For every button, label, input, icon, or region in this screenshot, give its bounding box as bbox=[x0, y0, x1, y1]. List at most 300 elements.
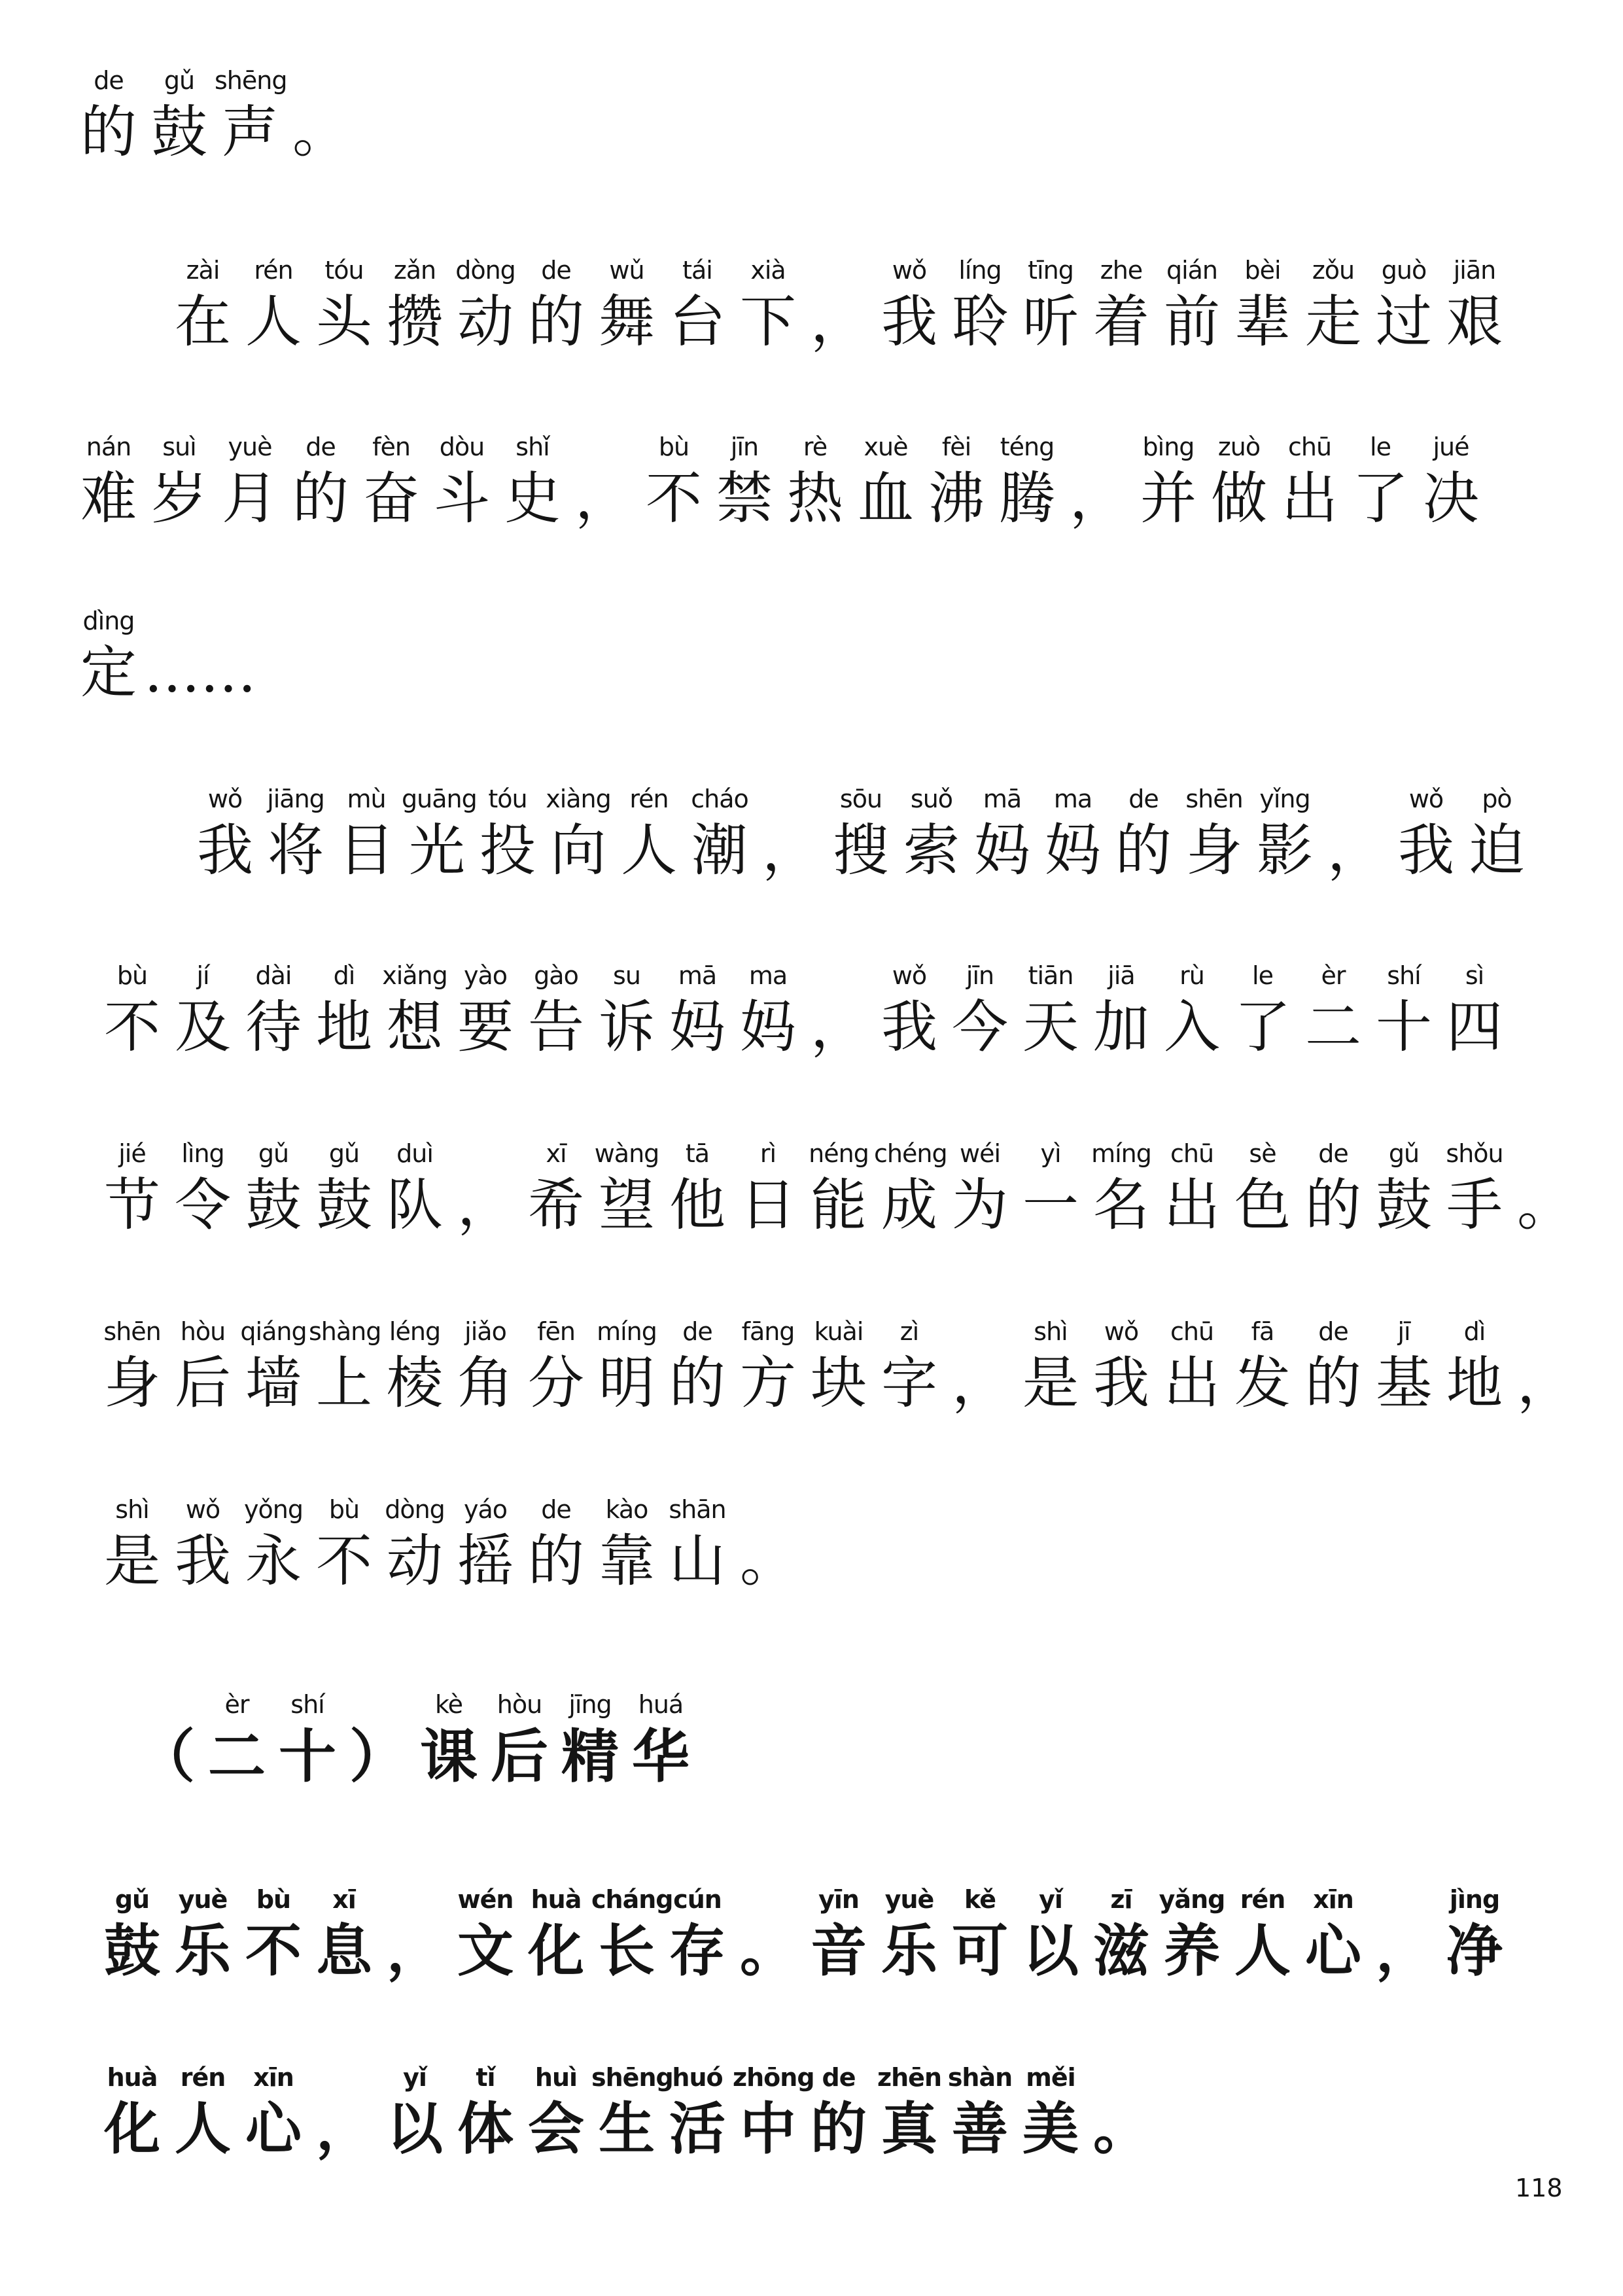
char-cell bbox=[945, 2060, 1015, 2163]
hanzi: 着 bbox=[1093, 289, 1149, 355]
text-line bbox=[97, 1314, 1580, 1417]
pinyin bbox=[131, 1687, 201, 1722]
hanzi: 身 bbox=[104, 1351, 160, 1416]
char-cell bbox=[450, 1314, 521, 1417]
char-cell bbox=[1015, 1882, 1086, 1985]
hanzi: 要 bbox=[457, 995, 514, 1060]
hanzi: 出 bbox=[1164, 1173, 1220, 1238]
char-cell bbox=[1038, 781, 1108, 885]
char-cell bbox=[1227, 1136, 1298, 1239]
text-line bbox=[73, 63, 356, 166]
hanzi: 妈 bbox=[669, 995, 725, 1060]
char-cell bbox=[97, 1314, 167, 1417]
hanzi: 我 bbox=[197, 818, 253, 883]
char-cell bbox=[238, 958, 309, 1061]
pinyin: rén bbox=[254, 256, 293, 285]
char-cell bbox=[874, 2060, 945, 2163]
pinyin: tóu bbox=[324, 256, 364, 285]
pinyin: zhēn bbox=[877, 2063, 941, 2092]
pinyin bbox=[285, 63, 356, 98]
hanzi: 的 bbox=[811, 2096, 867, 2162]
pinyin: yǒng bbox=[244, 1495, 303, 1524]
char-cell bbox=[144, 603, 256, 707]
pinyin: tiān bbox=[1028, 961, 1073, 990]
pinyin: wǒ bbox=[207, 785, 243, 813]
pinyin: huì bbox=[534, 2063, 578, 2092]
char-cell bbox=[945, 253, 1015, 356]
pinyin: duì bbox=[396, 1139, 433, 1168]
pinyin: yáo bbox=[463, 1495, 508, 1524]
hanzi: 难 bbox=[80, 466, 137, 531]
char-cell bbox=[238, 1314, 309, 1417]
char-cell bbox=[97, 1882, 167, 1985]
hanzi: 想 bbox=[387, 995, 443, 1060]
char-cell bbox=[1015, 253, 1086, 356]
hanzi: ， bbox=[457, 1173, 514, 1238]
char-cell bbox=[1274, 429, 1345, 533]
pinyin: fēn bbox=[537, 1317, 575, 1346]
hanzi: 摇 bbox=[457, 1528, 514, 1594]
char-cell bbox=[73, 429, 144, 533]
hanzi: 告 bbox=[528, 995, 584, 1060]
char-cell bbox=[733, 2060, 814, 2163]
char-cell bbox=[945, 958, 1015, 1061]
char-cell bbox=[733, 1492, 803, 1595]
pinyin: jīng bbox=[568, 1690, 612, 1719]
hanzi: 的 bbox=[292, 466, 349, 531]
pinyin bbox=[755, 781, 826, 817]
hanzi: 的 bbox=[80, 99, 137, 165]
hanzi: ， bbox=[1327, 818, 1384, 883]
char-cell bbox=[450, 1136, 521, 1239]
char-cell bbox=[309, 253, 379, 356]
char-cell bbox=[1298, 1136, 1369, 1239]
char-cell bbox=[591, 253, 662, 356]
hanzi: 他 bbox=[669, 1173, 725, 1238]
hanzi: 不 bbox=[104, 995, 160, 1060]
char-cell bbox=[921, 429, 992, 533]
hanzi: 是 bbox=[1022, 1351, 1079, 1416]
hanzi: 入 bbox=[1164, 995, 1220, 1060]
hanzi: 攒 bbox=[387, 289, 443, 355]
pinyin: wén bbox=[457, 1885, 514, 1914]
hanzi: 的 bbox=[528, 1528, 584, 1594]
char-cell bbox=[1157, 1314, 1227, 1417]
hanzi: …… bbox=[144, 640, 256, 705]
hanzi: 鼓 bbox=[151, 99, 207, 165]
pinyin: gǔ bbox=[258, 1139, 289, 1168]
char-cell bbox=[497, 429, 568, 533]
hanzi: 搜 bbox=[833, 818, 889, 883]
char-cell bbox=[803, 958, 874, 1061]
hanzi: 向 bbox=[550, 818, 606, 883]
pinyin: xīn bbox=[1313, 1885, 1353, 1914]
char-cell bbox=[450, 1882, 521, 1985]
hanzi: 。 bbox=[740, 1528, 796, 1594]
hanzi: 心 bbox=[245, 2096, 302, 2162]
char-cell bbox=[331, 781, 402, 885]
char-cell bbox=[1179, 781, 1249, 885]
char-cell bbox=[521, 1882, 591, 1985]
hanzi: 的 bbox=[1305, 1173, 1361, 1238]
pinyin: tái bbox=[682, 256, 712, 285]
hanzi: 乐 bbox=[881, 1918, 937, 1984]
pinyin: de bbox=[822, 2063, 856, 2092]
char-cell bbox=[1086, 958, 1157, 1061]
char-cell bbox=[379, 1314, 450, 1417]
hanzi: 诉 bbox=[599, 995, 655, 1060]
pinyin: jué bbox=[1433, 433, 1469, 461]
char-cell bbox=[73, 63, 144, 166]
char-cell bbox=[1015, 1136, 1086, 1239]
text-line bbox=[190, 781, 1532, 885]
text-line bbox=[97, 1492, 803, 1595]
char-cell bbox=[484, 1687, 555, 1790]
hanzi: 影 bbox=[1257, 818, 1313, 883]
hanzi: 动 bbox=[387, 1528, 443, 1594]
pinyin: zǒu bbox=[1312, 256, 1355, 285]
char-cell bbox=[803, 1882, 874, 1985]
char-cell bbox=[1439, 1136, 1510, 1239]
char-cell bbox=[309, 958, 379, 1061]
hanzi: 出 bbox=[1282, 466, 1338, 531]
hanzi: 棱 bbox=[387, 1351, 443, 1416]
char-cell bbox=[733, 253, 803, 356]
hanzi: 心 bbox=[1305, 1918, 1361, 1984]
char-cell bbox=[285, 429, 356, 533]
hanzi: 发 bbox=[1234, 1351, 1291, 1416]
char-cell bbox=[543, 781, 614, 885]
hanzi: 化 bbox=[528, 1918, 584, 1984]
hanzi: 艰 bbox=[1446, 289, 1503, 355]
char-cell bbox=[309, 2060, 379, 2163]
char-cell bbox=[992, 429, 1062, 533]
hanzi: 斗 bbox=[434, 466, 490, 531]
hanzi: 四 bbox=[1446, 995, 1503, 1060]
hanzi: 鼓 bbox=[1376, 1173, 1432, 1238]
pinyin: rì bbox=[759, 1139, 777, 1168]
hanzi: 将 bbox=[268, 818, 324, 883]
hanzi: 了 bbox=[1234, 995, 1291, 1060]
char-cell bbox=[1157, 1136, 1227, 1239]
pinyin: le bbox=[1252, 961, 1273, 990]
pinyin: shēng bbox=[215, 66, 287, 95]
hanzi: 长 bbox=[599, 1918, 655, 1984]
char-cell bbox=[167, 1136, 238, 1239]
hanzi: 山 bbox=[669, 1528, 725, 1594]
char-cell bbox=[755, 781, 826, 885]
char-cell bbox=[826, 781, 896, 885]
pinyin: wǒ bbox=[185, 1495, 220, 1524]
pinyin: shàng bbox=[309, 1317, 381, 1346]
hanzi: 头 bbox=[316, 289, 372, 355]
pinyin bbox=[1510, 1314, 1580, 1349]
char-cell bbox=[521, 1136, 591, 1239]
pinyin bbox=[1510, 1136, 1580, 1171]
pinyin: míng bbox=[597, 1317, 657, 1346]
hanzi: 过 bbox=[1376, 289, 1432, 355]
pinyin: kè bbox=[434, 1690, 463, 1719]
char-cell bbox=[591, 1314, 662, 1417]
hanzi: 地 bbox=[1446, 1351, 1503, 1416]
char-cell bbox=[167, 1492, 238, 1595]
hanzi: 决 bbox=[1423, 466, 1479, 531]
hanzi: 。 bbox=[1517, 1173, 1573, 1238]
pinyin: cháng bbox=[591, 1885, 673, 1914]
char-cell bbox=[945, 1882, 1015, 1985]
pinyin: shǒu bbox=[1446, 1139, 1503, 1168]
hanzi: 腾 bbox=[999, 466, 1055, 531]
hanzi: 的 bbox=[1115, 818, 1172, 883]
hanzi: 人 bbox=[245, 289, 302, 355]
pinyin: kào bbox=[605, 1495, 648, 1524]
hanzi: 成 bbox=[881, 1173, 937, 1238]
char-cell bbox=[450, 2060, 521, 2163]
pinyin: dòu bbox=[439, 433, 485, 461]
hanzi: 一 bbox=[1022, 1173, 1079, 1238]
char-cell bbox=[591, 1136, 662, 1239]
pinyin bbox=[309, 2060, 379, 2095]
char-cell bbox=[1369, 1314, 1439, 1417]
char-cell bbox=[1369, 1882, 1439, 1985]
char-cell bbox=[1227, 253, 1298, 356]
char-cell bbox=[625, 1687, 696, 1790]
char-cell bbox=[450, 253, 521, 356]
pinyin: jī bbox=[1397, 1317, 1410, 1346]
char-cell bbox=[1320, 781, 1391, 885]
char-cell bbox=[1015, 1314, 1086, 1417]
pinyin: ma bbox=[748, 961, 788, 990]
pinyin: yīn bbox=[818, 1885, 859, 1914]
hanzi: ） bbox=[349, 1722, 407, 1790]
char-cell bbox=[896, 781, 967, 885]
hanzi: ， bbox=[575, 466, 631, 531]
char-cell bbox=[780, 429, 850, 533]
hanzi: 下 bbox=[740, 289, 796, 355]
char-cell bbox=[733, 958, 803, 1061]
char-cell bbox=[167, 253, 238, 356]
hanzi: 令 bbox=[175, 1173, 231, 1238]
hanzi: 角 bbox=[457, 1351, 514, 1416]
hanzi: 奋 bbox=[363, 466, 419, 531]
char-cell bbox=[521, 1314, 591, 1417]
pinyin: shān bbox=[669, 1495, 726, 1524]
char-cell bbox=[874, 1314, 945, 1417]
pinyin: shēng bbox=[591, 2063, 673, 2092]
char-cell bbox=[662, 1882, 733, 1985]
pinyin: shēn bbox=[103, 1317, 161, 1346]
pinyin: xiàng bbox=[546, 785, 611, 813]
pinyin: wǒ bbox=[1408, 785, 1444, 813]
char-cell bbox=[1086, 2060, 1157, 2163]
pinyin: wǒ bbox=[892, 256, 927, 285]
hanzi: 人 bbox=[175, 2096, 231, 2162]
char-cell bbox=[662, 1314, 733, 1417]
pinyin: qiáng bbox=[240, 1317, 307, 1346]
char-cell bbox=[1369, 958, 1439, 1061]
page-number: 118 bbox=[1515, 2174, 1563, 2202]
pinyin: jiān bbox=[1453, 256, 1496, 285]
pinyin: fèi bbox=[941, 433, 971, 461]
hanzi: 美 bbox=[1022, 2096, 1079, 2162]
char-cell bbox=[1510, 1136, 1580, 1239]
hanzi: 了 bbox=[1352, 466, 1408, 531]
pinyin: kě bbox=[964, 1885, 996, 1914]
hanzi: ， bbox=[387, 1918, 443, 1984]
hanzi: 后 bbox=[175, 1351, 231, 1416]
pinyin: xià bbox=[750, 256, 786, 285]
pinyin: bù bbox=[328, 1495, 360, 1524]
pinyin: shì bbox=[115, 1495, 149, 1524]
hanzi: 可 bbox=[952, 1918, 1008, 1984]
hanzi: 音 bbox=[811, 1918, 867, 1984]
char-cell bbox=[521, 2060, 591, 2163]
pinyin: chū bbox=[1287, 433, 1332, 461]
hanzi: 迫 bbox=[1469, 818, 1525, 883]
char-cell bbox=[238, 253, 309, 356]
char-cell bbox=[803, 2060, 874, 2163]
hanzi: 光 bbox=[409, 818, 465, 883]
pinyin: yuè bbox=[884, 1885, 934, 1914]
text-line bbox=[97, 1882, 1510, 1985]
hanzi: 队 bbox=[387, 1173, 443, 1238]
hanzi: 真 bbox=[881, 2096, 937, 2162]
pinyin: yǐ bbox=[1039, 1885, 1062, 1914]
char-cell bbox=[733, 1882, 803, 1985]
hanzi: 舞 bbox=[599, 289, 655, 355]
pinyin: tā bbox=[685, 1139, 710, 1168]
pinyin: hòu bbox=[497, 1690, 542, 1719]
hanzi: 文 bbox=[457, 1918, 514, 1984]
char-cell bbox=[450, 958, 521, 1061]
char-cell bbox=[662, 1136, 733, 1239]
hanzi: 的 bbox=[528, 289, 584, 355]
section-title bbox=[131, 1687, 696, 1790]
char-cell bbox=[1439, 1314, 1510, 1417]
char-cell bbox=[874, 1136, 945, 1239]
hanzi: 望 bbox=[599, 1173, 655, 1238]
pinyin bbox=[803, 958, 874, 993]
pinyin: yuè bbox=[228, 433, 272, 461]
pinyin: le bbox=[1370, 433, 1391, 461]
hanzi: 月 bbox=[222, 466, 278, 531]
pinyin: shēn bbox=[1185, 785, 1243, 813]
hanzi: （ bbox=[137, 1722, 195, 1790]
pinyin: de bbox=[541, 1495, 571, 1524]
pinyin: bù bbox=[256, 1885, 291, 1914]
char-cell bbox=[309, 1492, 379, 1595]
char-cell bbox=[1391, 781, 1461, 885]
char-cell bbox=[733, 1314, 803, 1417]
char-cell bbox=[662, 253, 733, 356]
hanzi: 妈 bbox=[974, 818, 1030, 883]
pinyin: ma bbox=[1053, 785, 1092, 813]
hanzi: 妈 bbox=[740, 995, 796, 1060]
pinyin: léng bbox=[389, 1317, 441, 1346]
char-cell bbox=[591, 2060, 673, 2163]
char-cell bbox=[1298, 1882, 1369, 1985]
hanzi: 善 bbox=[952, 2096, 1008, 2162]
char-cell bbox=[1227, 1314, 1298, 1417]
pinyin: yuè bbox=[178, 1885, 228, 1914]
pinyin: bìng bbox=[1142, 433, 1195, 461]
hanzi: 滋 bbox=[1093, 1918, 1149, 1984]
hanzi: 。 bbox=[740, 1918, 796, 1984]
hanzi: 人 bbox=[621, 818, 677, 883]
char-cell bbox=[638, 429, 709, 533]
pinyin: suì bbox=[162, 433, 196, 461]
char-cell bbox=[285, 63, 356, 166]
pinyin bbox=[733, 1882, 803, 1917]
hanzi: 后 bbox=[490, 1722, 548, 1790]
hanzi: 分 bbox=[528, 1351, 584, 1416]
pinyin: bù bbox=[658, 433, 689, 461]
pinyin: wàng bbox=[594, 1139, 659, 1168]
pinyin: yì bbox=[1040, 1139, 1061, 1168]
char-cell bbox=[167, 2060, 238, 2163]
char-cell bbox=[190, 781, 260, 885]
pinyin: de bbox=[1318, 1139, 1348, 1168]
pinyin bbox=[803, 253, 874, 288]
pinyin: chū bbox=[1170, 1317, 1214, 1346]
pinyin: wǔ bbox=[609, 256, 644, 285]
pinyin: cháo bbox=[691, 785, 748, 813]
hanzi: 辈 bbox=[1234, 289, 1291, 355]
pinyin: mā bbox=[983, 785, 1022, 813]
hanzi: 体 bbox=[457, 2096, 514, 2162]
pinyin: jié bbox=[118, 1139, 146, 1168]
pinyin: tǐ bbox=[476, 2063, 495, 2092]
char-cell bbox=[1439, 253, 1510, 356]
hanzi: 会 bbox=[528, 2096, 584, 2162]
pinyin: shàn bbox=[947, 2063, 1013, 2092]
char-cell bbox=[97, 1492, 167, 1595]
text-line bbox=[73, 603, 256, 707]
hanzi: 精 bbox=[561, 1722, 619, 1790]
hanzi: 为 bbox=[952, 1173, 1008, 1238]
pinyin: shǐ bbox=[515, 433, 550, 461]
pinyin: de bbox=[1128, 785, 1159, 813]
pinyin: dìng bbox=[82, 607, 135, 635]
hanzi: 净 bbox=[1446, 1918, 1503, 1984]
char-cell bbox=[215, 63, 285, 166]
char-cell bbox=[450, 1492, 521, 1595]
char-cell bbox=[131, 1687, 201, 1790]
char-cell bbox=[1204, 429, 1274, 533]
pinyin: rén bbox=[629, 785, 669, 813]
pinyin bbox=[450, 1136, 521, 1171]
pinyin: èr bbox=[1321, 961, 1346, 990]
char-cell bbox=[144, 63, 215, 166]
pinyin: shì bbox=[1034, 1317, 1068, 1346]
char-cell bbox=[167, 958, 238, 1061]
char-cell bbox=[874, 1882, 945, 1985]
char-cell bbox=[568, 429, 638, 533]
pinyin: tīng bbox=[1028, 256, 1073, 285]
pinyin: huó bbox=[672, 2063, 723, 2092]
pinyin: dòng bbox=[455, 256, 515, 285]
char-cell bbox=[379, 1136, 450, 1239]
pinyin: zī bbox=[1110, 1885, 1132, 1914]
char-cell bbox=[662, 958, 733, 1061]
hanzi: 身 bbox=[1186, 818, 1242, 883]
hanzi: 明 bbox=[599, 1351, 655, 1416]
hanzi: 加 bbox=[1093, 995, 1149, 1060]
pinyin: xī bbox=[546, 1139, 567, 1168]
char-cell bbox=[472, 781, 543, 885]
pinyin: qián bbox=[1166, 256, 1218, 285]
hanzi: 史 bbox=[504, 466, 561, 531]
